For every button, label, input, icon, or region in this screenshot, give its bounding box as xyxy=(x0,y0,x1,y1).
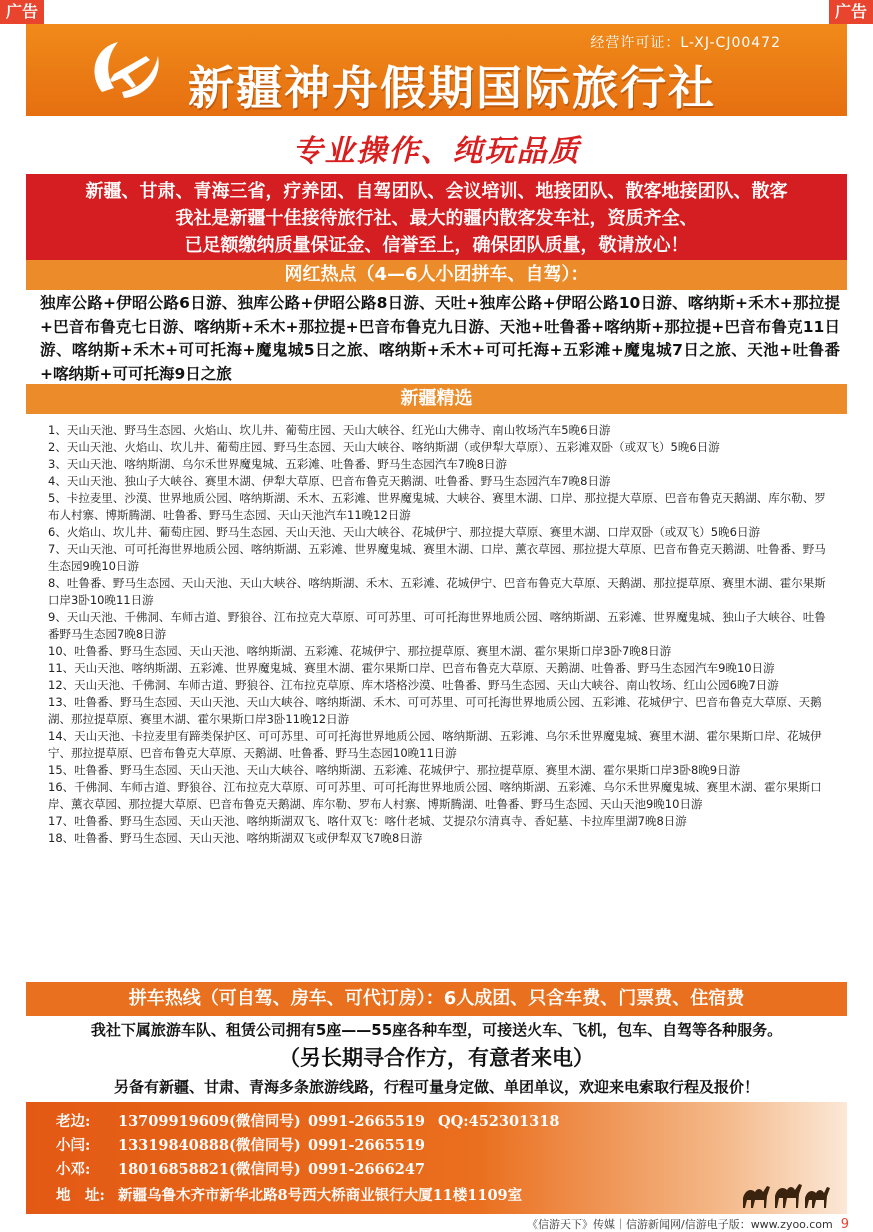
route-item: 8、吐鲁番、野马生态园、天山天池、天山大峡谷、喀纳斯湖、禾木、五彩滩、花城伊宁、巴音布鲁克大草原、天鹅湖、那拉提草原、赛里木湖、霍尔果斯口岸3卧10晚11日游 xyxy=(48,576,826,607)
select-title: 新疆精选 xyxy=(26,384,847,414)
address-row xyxy=(56,1184,522,1205)
plane-logo-icon xyxy=(84,34,166,106)
footer-text: 《信游天下》传媒｜信游新闻网/信游电子版：www.zyoo.com xyxy=(526,1218,833,1231)
contact-mobile: 18016858821(微信同号) xyxy=(118,1161,301,1178)
route-item: 11、天山天池、喀纳斯湖、五彩滩、世界魔鬼城、赛里木湖、霍尔果斯口岸、巴音布鲁克大草原、天鹅湖、吐鲁番、野马生态园汽车9晚10日游 xyxy=(48,661,775,675)
slogan-band xyxy=(26,116,847,172)
page-number: 9 xyxy=(840,1217,849,1232)
partner-wanted: （另长期寻合作方，有意者来电） xyxy=(279,1046,594,1070)
contact-tel: 0991-2665519 xyxy=(308,1113,425,1130)
business-license: 经营许可证：L-XJ-CJ00472 xyxy=(590,35,781,51)
route-item: 17、吐鲁番、野马生态园、天山天池、喀纳斯湖双飞、喀什双飞：喀什老城、艾提尕尔清真寺、香妃墓、卡拉库里湖7晚8日游 xyxy=(48,814,687,828)
advertisement-frame xyxy=(26,24,847,1214)
contact-mobile: 13709919609(微信同号) xyxy=(118,1113,301,1130)
contact-row xyxy=(56,1110,559,1131)
contact-panel xyxy=(26,1102,847,1214)
contact-tel: 0991-2665519 xyxy=(308,1137,425,1154)
header xyxy=(26,24,847,116)
route-item: 4、天山天池、独山子大峡谷、赛里木湖、伊犁大草原、巴音布鲁克天鹅湖、吐鲁番、野马生态园汽车7晚8日游 xyxy=(48,474,611,488)
route-item: 16、千佛洞、车师古道、野狼谷、江布拉克大草原、可可苏里、可可托海世界地质公园、喀纳斯湖、五彩滩、乌尔禾世界魔鬼城、赛里木湖、霍尔果斯口岸、薰衣草园、那拉提大草原、巴音布鲁克天鹅湖、库尔勒、罗布人村寨、博斯腾湖、吐鲁番、野马生态园、天山天池9晚10日游 xyxy=(48,780,822,811)
route-item: 6、火焰山、坎儿井、葡萄庄园、野马生态园、天山天池、天山大峡谷、花城伊宁、那拉提大草原、赛里木湖、口岸双卧（或双飞）5晚6日游 xyxy=(48,525,760,539)
route-item: 10、吐鲁番、野马生态园、天山天池、喀纳斯湖、五彩滩、花城伊宁、那拉提草原、赛里木湖、霍尔果斯口岸3卧7晚8日游 xyxy=(48,644,672,658)
contact-mobile: 13319840888(微信同号) xyxy=(118,1137,301,1154)
intro-line: 新疆、甘肃、青海三省，疗养团、自驾团队、会议培训、地接团队、散客地接团队、散客 xyxy=(85,181,788,202)
contact-qq: QQ:452301318 xyxy=(438,1113,560,1130)
address: 新疆乌鲁木齐市新华北路8号西大桥商业银行大厦11楼1109室 xyxy=(118,1187,523,1204)
contact-row xyxy=(56,1158,438,1179)
route-item: 14、天山天池、卡拉麦里有蹄类保护区、可可苏里、可可托海世界地质公园、喀纳斯湖、五彩滩、乌尔禾世界魔鬼城、赛里木湖、霍尔果斯口岸、花城伊宁、那拉提草原、巴音布鲁克大草原、天鹅湖、吐鲁番、野马生态园10晚11日游 xyxy=(48,729,822,760)
intro-line: 我社是新疆十佳接待旅行社、最大的疆内散客发车社，资质齐全、 xyxy=(175,208,698,229)
contact-row xyxy=(56,1134,438,1155)
contact-name: 小闫: xyxy=(56,1137,91,1154)
intro-band xyxy=(26,174,847,260)
route-item: 7、天山天池、可可托海世界地质公园、喀纳斯湖、五彩滩、世界魔鬼城、赛里木湖、口岸、薰衣草园、那拉提大草原、巴音布鲁克天鹅湖、吐鲁番、野马生态园9晚10日游 xyxy=(48,542,826,573)
slogan: 专业操作、纯玩品质 xyxy=(292,134,581,169)
route-list xyxy=(48,422,830,847)
ad-tag-right: 广告 xyxy=(829,0,873,24)
contact-name: 老边: xyxy=(56,1113,91,1130)
intro-line: 已足额缴纳质量保证金、信誉至上，确保团队质量，敬请放心！ xyxy=(184,235,689,256)
route-item: 18、吐鲁番、野马生态园、天山天池、喀纳斯湖双飞或伊犁双飞7晚8日游 xyxy=(48,831,423,845)
carpool-title: 拼车热线（可自驾、房车、可代订房）：6人成团、只含车费、门票费、住宿费 xyxy=(26,982,847,1016)
route-item: 5、卡拉麦里、沙漠、世界地质公园、喀纳斯湖、禾木、五彩滩、世界魔鬼城、大峡谷、赛里木湖、口岸、那拉提大草原、巴音布鲁克天鹅湖、库尔勒、罗布人村寨、博斯腾湖、吐鲁番、野马生态园、天山天池汽车11晚12日游 xyxy=(48,491,826,522)
route-item: 1、天山天池、野马生态园、火焰山、坎儿井、葡萄庄园、天山大峡谷、红光山大佛寺、南山牧场汽车5晚6日游 xyxy=(48,423,611,437)
ad-tag-left: 广告 xyxy=(0,0,44,24)
route-item: 9、天山天池、千佛洞、车师古道、野狼谷、江布拉克大草原、可可苏里、可可托海世界地质公园、喀纳斯湖、五彩滩、世界魔鬼城、独山子大峡谷、吐鲁番野马生态园7晚8日游 xyxy=(48,610,826,641)
hot-routes-text: 独库公路+伊昭公路6日游、独库公路+伊昭公路8日游、天吐+独库公路+伊昭公路10日游、喀纳斯+禾木+那拉提+巴音布鲁克七日游、喀纳斯+禾木+那拉提+巴音布鲁克九日游、天池+吐鲁番+喀纳斯+那拉提+巴音布鲁克11日游、喀纳斯+禾木+可可托海+魔鬼城5日之旅、喀纳斯+禾木+可可托海+五彩滩+魔鬼城7日之旅、天池+吐鲁番+喀纳斯+可可托海9日之旅 xyxy=(40,294,840,383)
camel-silhouette-icon xyxy=(739,1168,833,1212)
route-item: 2、天山天池、火焰山、坎儿井、葡萄庄园、野马生态园、天山大峡谷、喀纳斯湖（或伊犁大草原）、五彩滩双卧（或双飞）5晚6日游 xyxy=(48,440,720,454)
contact-tel: 0991-2666247 xyxy=(308,1161,425,1178)
route-item: 13、吐鲁番、野马生态园、天山天池、天山大峡谷、喀纳斯湖、禾木、可可苏里、可可托海世界地质公园、五彩滩、花城伊宁、巴音布鲁克大草原、天鹅湖、那拉提草原、赛里木湖、霍尔果斯口岸3卧11晚12日游 xyxy=(48,695,822,726)
route-item: 3、天山天池、喀纳斯湖、乌尔禾世界魔鬼城、五彩滩、吐鲁番、野马生态园汽车7晚8日游 xyxy=(48,457,507,471)
route-item: 15、吐鲁番、野马生态园、天山天池、天山大峡谷、喀纳斯湖、五彩滩、花城伊宁、那拉提草原、赛里木湖、霍尔果斯口岸3卧8晚9日游 xyxy=(48,763,741,777)
custom-routes-info: 另备有新疆、甘肃、青海多条旅游线路，行程可量身定做、单团单议，欢迎来电索取行程及报价！ xyxy=(113,1078,759,1096)
route-item: 12、天山天池、千佛洞、车师古道、野狼谷、江布拉克草原、库木塔格沙漠、吐鲁番、野马生态园、天山大峡谷、南山牧场、红山公园6晚7日游 xyxy=(48,678,779,692)
address-label: 地 址: xyxy=(56,1187,105,1204)
fleet-info: 我社下属旅游车队、租赁公司拥有5座——55座各种车型，可接送火车、飞机，包车、自驾等各种服务。 xyxy=(90,1021,783,1039)
company-name: 新疆神舟假期国际旅行社 xyxy=(188,61,716,115)
hot-title: 网红热点（4—6人小团拼车、自驾）： xyxy=(26,260,847,290)
contact-name: 小邓: xyxy=(56,1161,91,1178)
